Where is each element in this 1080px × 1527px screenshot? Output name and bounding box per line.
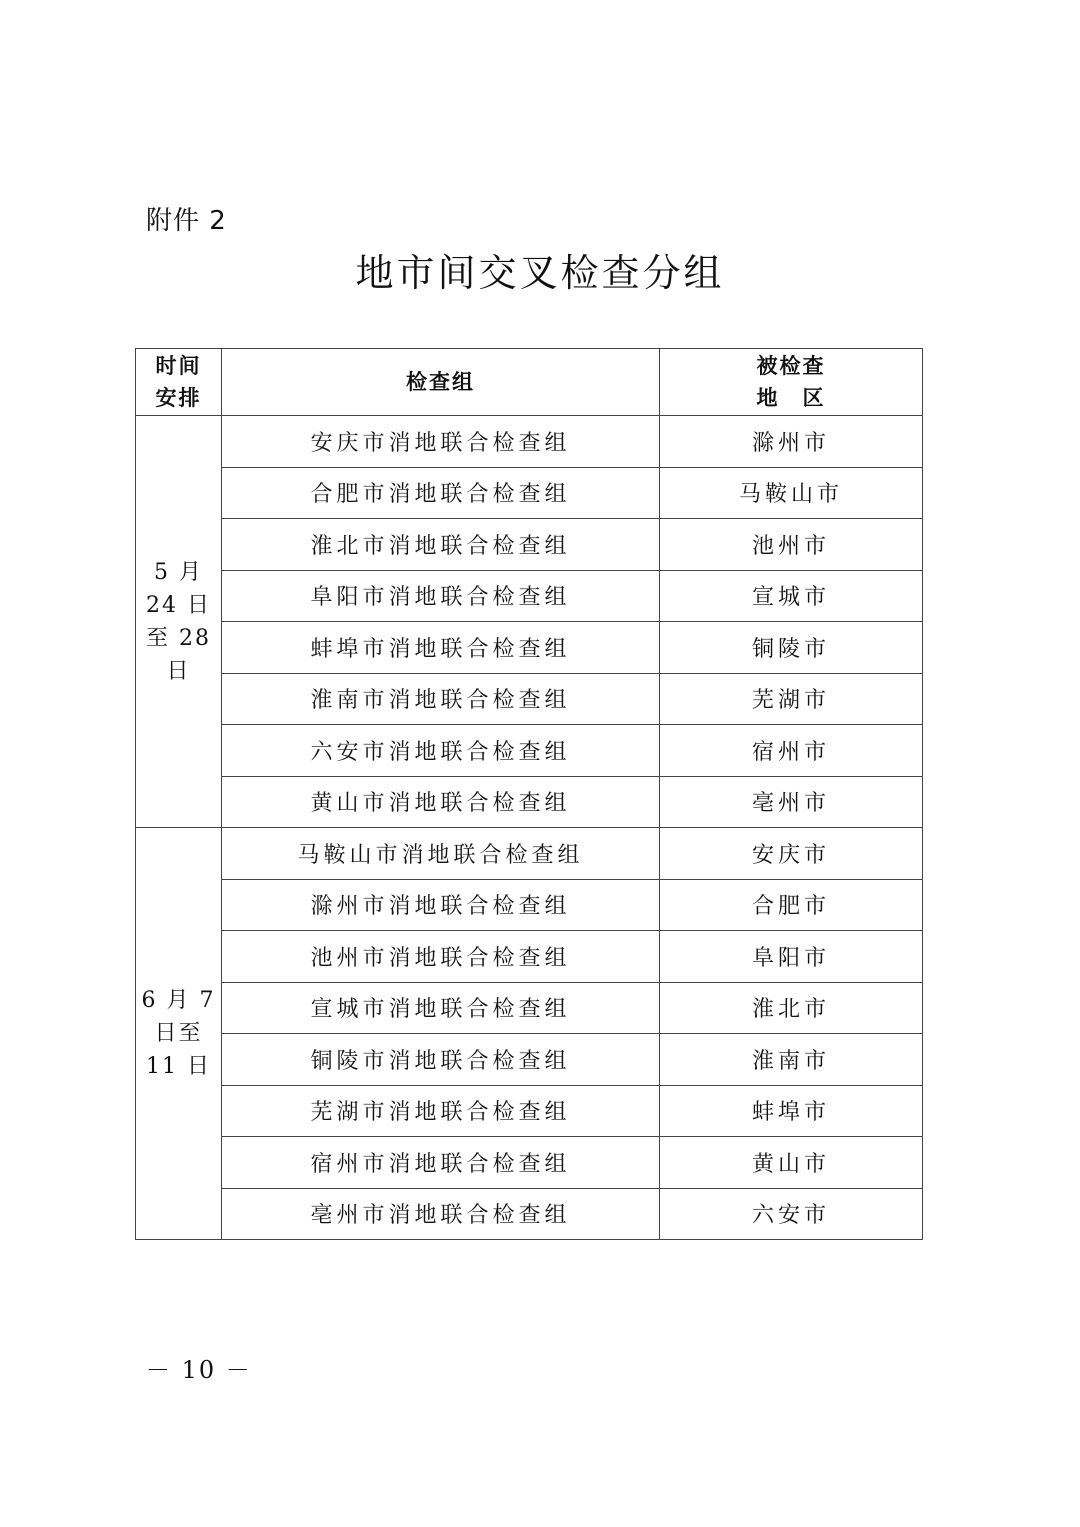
inspection-group-cell: 池州市消地联合检查组 [222, 931, 660, 983]
table-row [136, 776, 923, 828]
inspected-area-cell: 宣城市 [660, 570, 923, 622]
inspection-group-cell: 淮北市消地联合检查组 [222, 519, 660, 571]
table-row [136, 1034, 923, 1086]
inspected-area-cell: 宿州市 [660, 725, 923, 777]
table-row [136, 1085, 923, 1137]
inspected-area-cell: 马鞍山市 [660, 467, 923, 519]
table-row [136, 519, 923, 571]
inspection-group-cell: 亳州市消地联合检查组 [222, 1188, 660, 1240]
inspection-group-cell: 滁州市消地联合检查组 [222, 879, 660, 931]
period-time-cell: 6 月 7 日至 11 日 [136, 828, 222, 1240]
table-row [136, 828, 923, 880]
inspection-group-cell: 铜陵市消地联合检查组 [222, 1034, 660, 1086]
table-row [136, 982, 923, 1034]
inspection-group-cell: 蚌埠市消地联合检查组 [222, 622, 660, 674]
inspected-area-cell: 安庆市 [660, 828, 923, 880]
inspection-group-cell: 黄山市消地联合检查组 [222, 776, 660, 828]
inspection-group-cell: 淮南市消地联合检查组 [222, 673, 660, 725]
inspection-group-cell: 芜湖市消地联合检查组 [222, 1085, 660, 1137]
table-row [136, 725, 923, 777]
inspected-area-cell: 黄山市 [660, 1137, 923, 1189]
inspected-area-cell: 六安市 [660, 1188, 923, 1240]
inspected-area-cell: 铜陵市 [660, 622, 923, 674]
header-time: 时间 安排 [136, 349, 222, 416]
inspected-area-cell: 池州市 [660, 519, 923, 571]
inspection-group-cell: 宣城市消地联合检查组 [222, 982, 660, 1034]
document-title: 地市间交叉检查分组 [355, 251, 725, 295]
inspection-group-cell: 宿州市消地联合检查组 [222, 1137, 660, 1189]
inspection-groups-table [135, 348, 923, 1240]
table-body [136, 416, 923, 1240]
inspection-group-cell: 安庆市消地联合检查组 [222, 416, 660, 468]
table-row [136, 1137, 923, 1189]
inspected-area-cell: 滁州市 [660, 416, 923, 468]
inspection-group-cell: 合肥市消地联合检查组 [222, 467, 660, 519]
header-area: 被检查 地 区 [660, 349, 923, 416]
inspected-area-cell: 蚌埠市 [660, 1085, 923, 1137]
inspected-area-cell: 淮北市 [660, 982, 923, 1034]
table-row [136, 1188, 923, 1240]
inspection-group-cell: 六安市消地联合检查组 [222, 725, 660, 777]
inspection-group-cell: 马鞍山市消地联合检查组 [222, 828, 660, 880]
page-number: － 10 － [146, 1356, 252, 1384]
inspected-area-cell: 合肥市 [660, 879, 923, 931]
inspection-group-cell: 阜阳市消地联合检查组 [222, 570, 660, 622]
attachment-label: 附件 2 [146, 206, 227, 236]
period-time-cell: 5 月 24 日 至 28 日 [136, 416, 222, 828]
inspected-area-cell: 亳州市 [660, 776, 923, 828]
inspected-area-cell: 淮南市 [660, 1034, 923, 1086]
table-header-row [136, 349, 923, 416]
table-row [136, 570, 923, 622]
table-row [136, 673, 923, 725]
table-row [136, 622, 923, 674]
inspected-area-cell: 阜阳市 [660, 931, 923, 983]
inspected-area-cell: 芜湖市 [660, 673, 923, 725]
table-row [136, 416, 923, 468]
table-row [136, 879, 923, 931]
table-row [136, 467, 923, 519]
table-row [136, 931, 923, 983]
header-group: 检查组 [222, 349, 660, 416]
